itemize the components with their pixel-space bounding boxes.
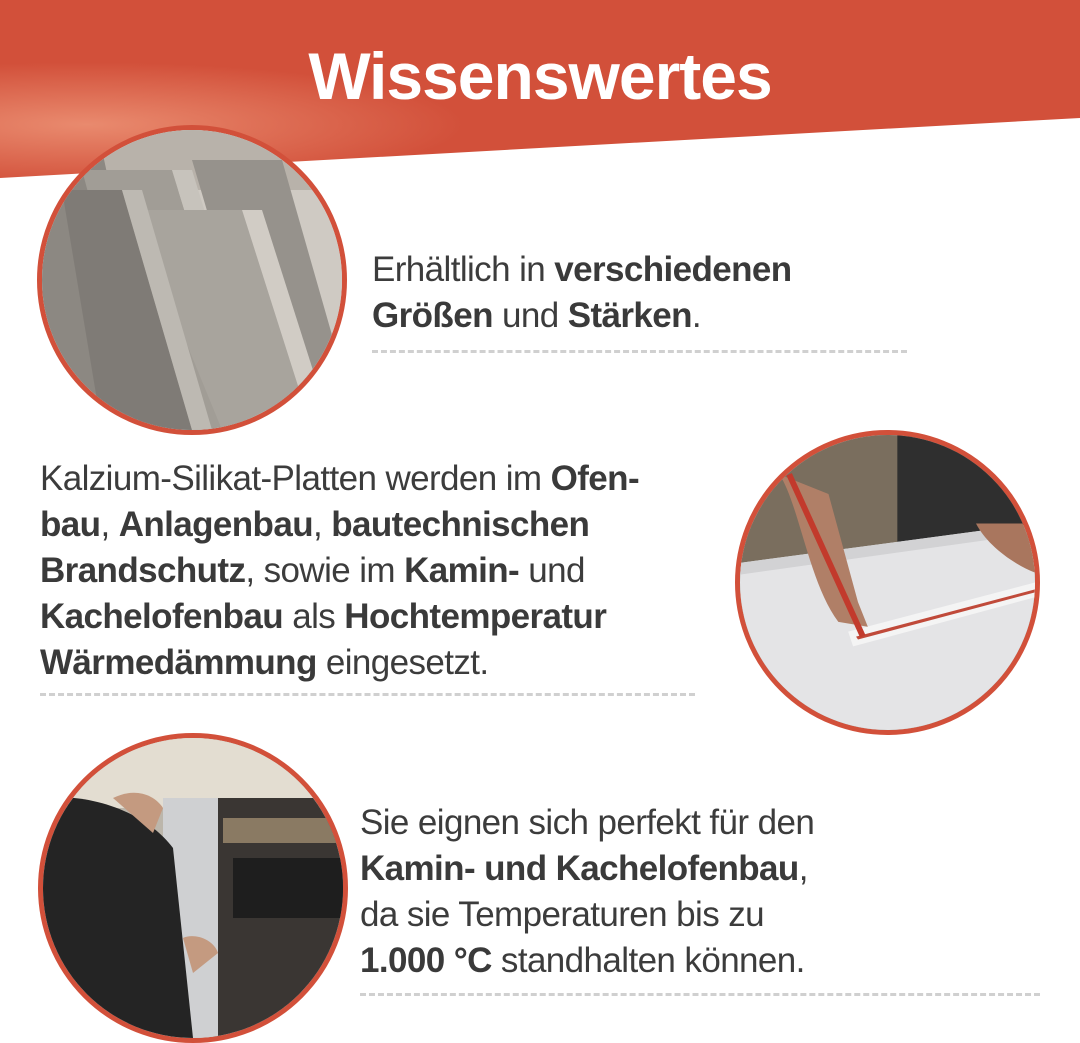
info-text-bold: Kachelofenbau [40,597,284,636]
info-text-plain: Kalzium-Silikat-Platten werden im [40,459,551,498]
info-text-plain: , [100,505,119,544]
installing-board-in-fireplace-photo [38,733,348,1043]
info-text-bold: bau [40,505,101,544]
info-text-bold: Wärmedämmung [40,643,317,682]
info-text-bold: Brandschutz [40,551,246,590]
info-text-plain: und [519,551,585,590]
page-title: Wissenswertes [308,39,772,113]
info-text-bold: Größen [372,296,493,335]
info-text-plain: und [492,296,568,335]
info-text-plain: , sowie im [245,551,405,590]
marking-board-with-pencil-photo [735,430,1040,735]
info-text-bold: Kamin- und Kachelofenbau [360,849,799,888]
stacked-calcium-silicate-boards-photo [37,125,347,435]
info-text-plain: Sie eignen sich perfekt für den [360,803,815,842]
info-text-plain: da sie Temperaturen bis zu [360,895,764,934]
info-text-plain: Erhältlich in [372,250,555,289]
info-text-plain: eingesetzt. [316,643,489,682]
info-text-plain: , [798,849,808,888]
info-text-bold: Hochtemperatur [344,597,607,636]
info-text-plain: als [283,597,345,636]
info-text-bold: Anlagenbau [118,505,313,544]
dashed-divider [40,693,695,696]
info-text-sizes [372,247,912,339]
info-text-plain: standhalten können. [491,941,805,980]
info-text-bold: Kamin- [404,551,520,590]
info-text-plain: . [691,296,702,335]
info-text-bold: bautechnischen [331,505,590,544]
dashed-divider [360,993,1040,996]
info-text-bold: verschiedenen [554,250,792,289]
dashed-divider [372,350,907,353]
info-text-plain: , [312,505,332,544]
info-text-temperature [360,800,920,984]
info-text-bold: 1.000 °C [360,941,492,980]
info-text-bold: Ofen- [550,459,640,498]
info-text-applications [40,456,730,686]
info-text-bold: Stärken [567,296,692,335]
